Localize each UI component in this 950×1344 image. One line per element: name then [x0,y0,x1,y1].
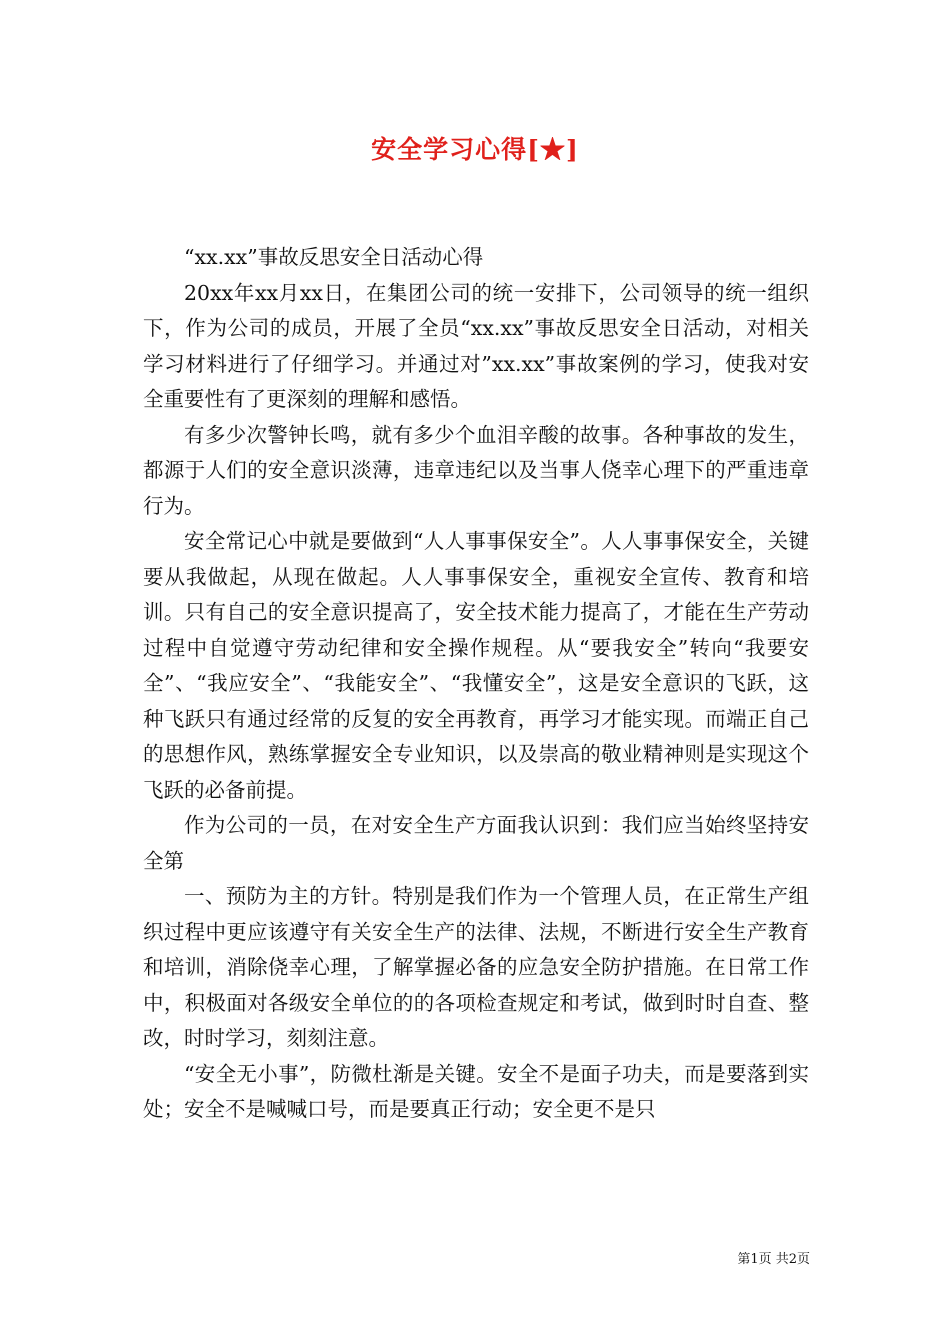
paragraph: “安全无小事”，防微杜渐是关键。安全不是面子功夫，而是要落到实处；安全不是喊喊口号，而是要真正行动；安全更不是只 [143,1061,809,1121]
paragraph: 有多少次警钟长鸣，就有多少个血泪辛酸的故事。各种事故的发生，都源于人们的安全意识淡薄，违章违纪以及当事人侥幸心理下的严重违章行为。 [143,422,809,518]
paragraph-subtitle: “xx.xx”事故反思安全日活动心得 [184,245,484,269]
paragraph: 20xx年xx月xx日，在集团公司的统一安排下，公司领导的统一组织下，作为公司的成员，开展了全员“xx.xx”事故反思安全日活动，对相关学习材料进行了仔细学习。并通过对”xx.xx”事故案例的学习，使我对安全重要性有了更深刻的理解和感悟。 [143,280,809,411]
paragraph: 一、预防为主的方针。特别是我们作为一个管理人员，在正常生产组织过程中更应该遵守有关安全生产的法律、法规，不断进行安全生产教育和培训，消除侥幸心理，了解掌握必备的应急安全防护措施。在日常工作中，积极面对各级安全单位的的各项检查规定和考试，做到时时自查、整改，时时学习，刻刻注意。 [143,884,809,1050]
document-title: 安全学习心得[★] [371,135,579,164]
paragraph: 安全常记心中就是要做到“人人事事保安全”。人人事事保安全，关键要从我做起，从现在做起。人人事事保安全，重视安全宣传、教育和培训。只有自己的安全意识提高了，安全技术能力提高了，才能在生产劳动过程中自觉遵守劳动纪律和安全操作规程。从“要我安全”转向“我要安全”、“我应安全”、“我能安全”、“我懂安全”，这是安全意识的飞跃，这种飞跃只有通过经常的反复的安全再教育，再学习才能实现。而端正自己的思想作风，熟练掌握安全专业知识，以及崇高的敬业精神则是实现这个飞跃的必备前提。 [143,529,809,802]
page-number: 第1页 共2页 [737,1252,810,1267]
document-body [143,240,809,1128]
paragraph: 作为公司的一员，在对安全生产方面我认识到：我们应当始终坚持安全第 [143,813,809,873]
